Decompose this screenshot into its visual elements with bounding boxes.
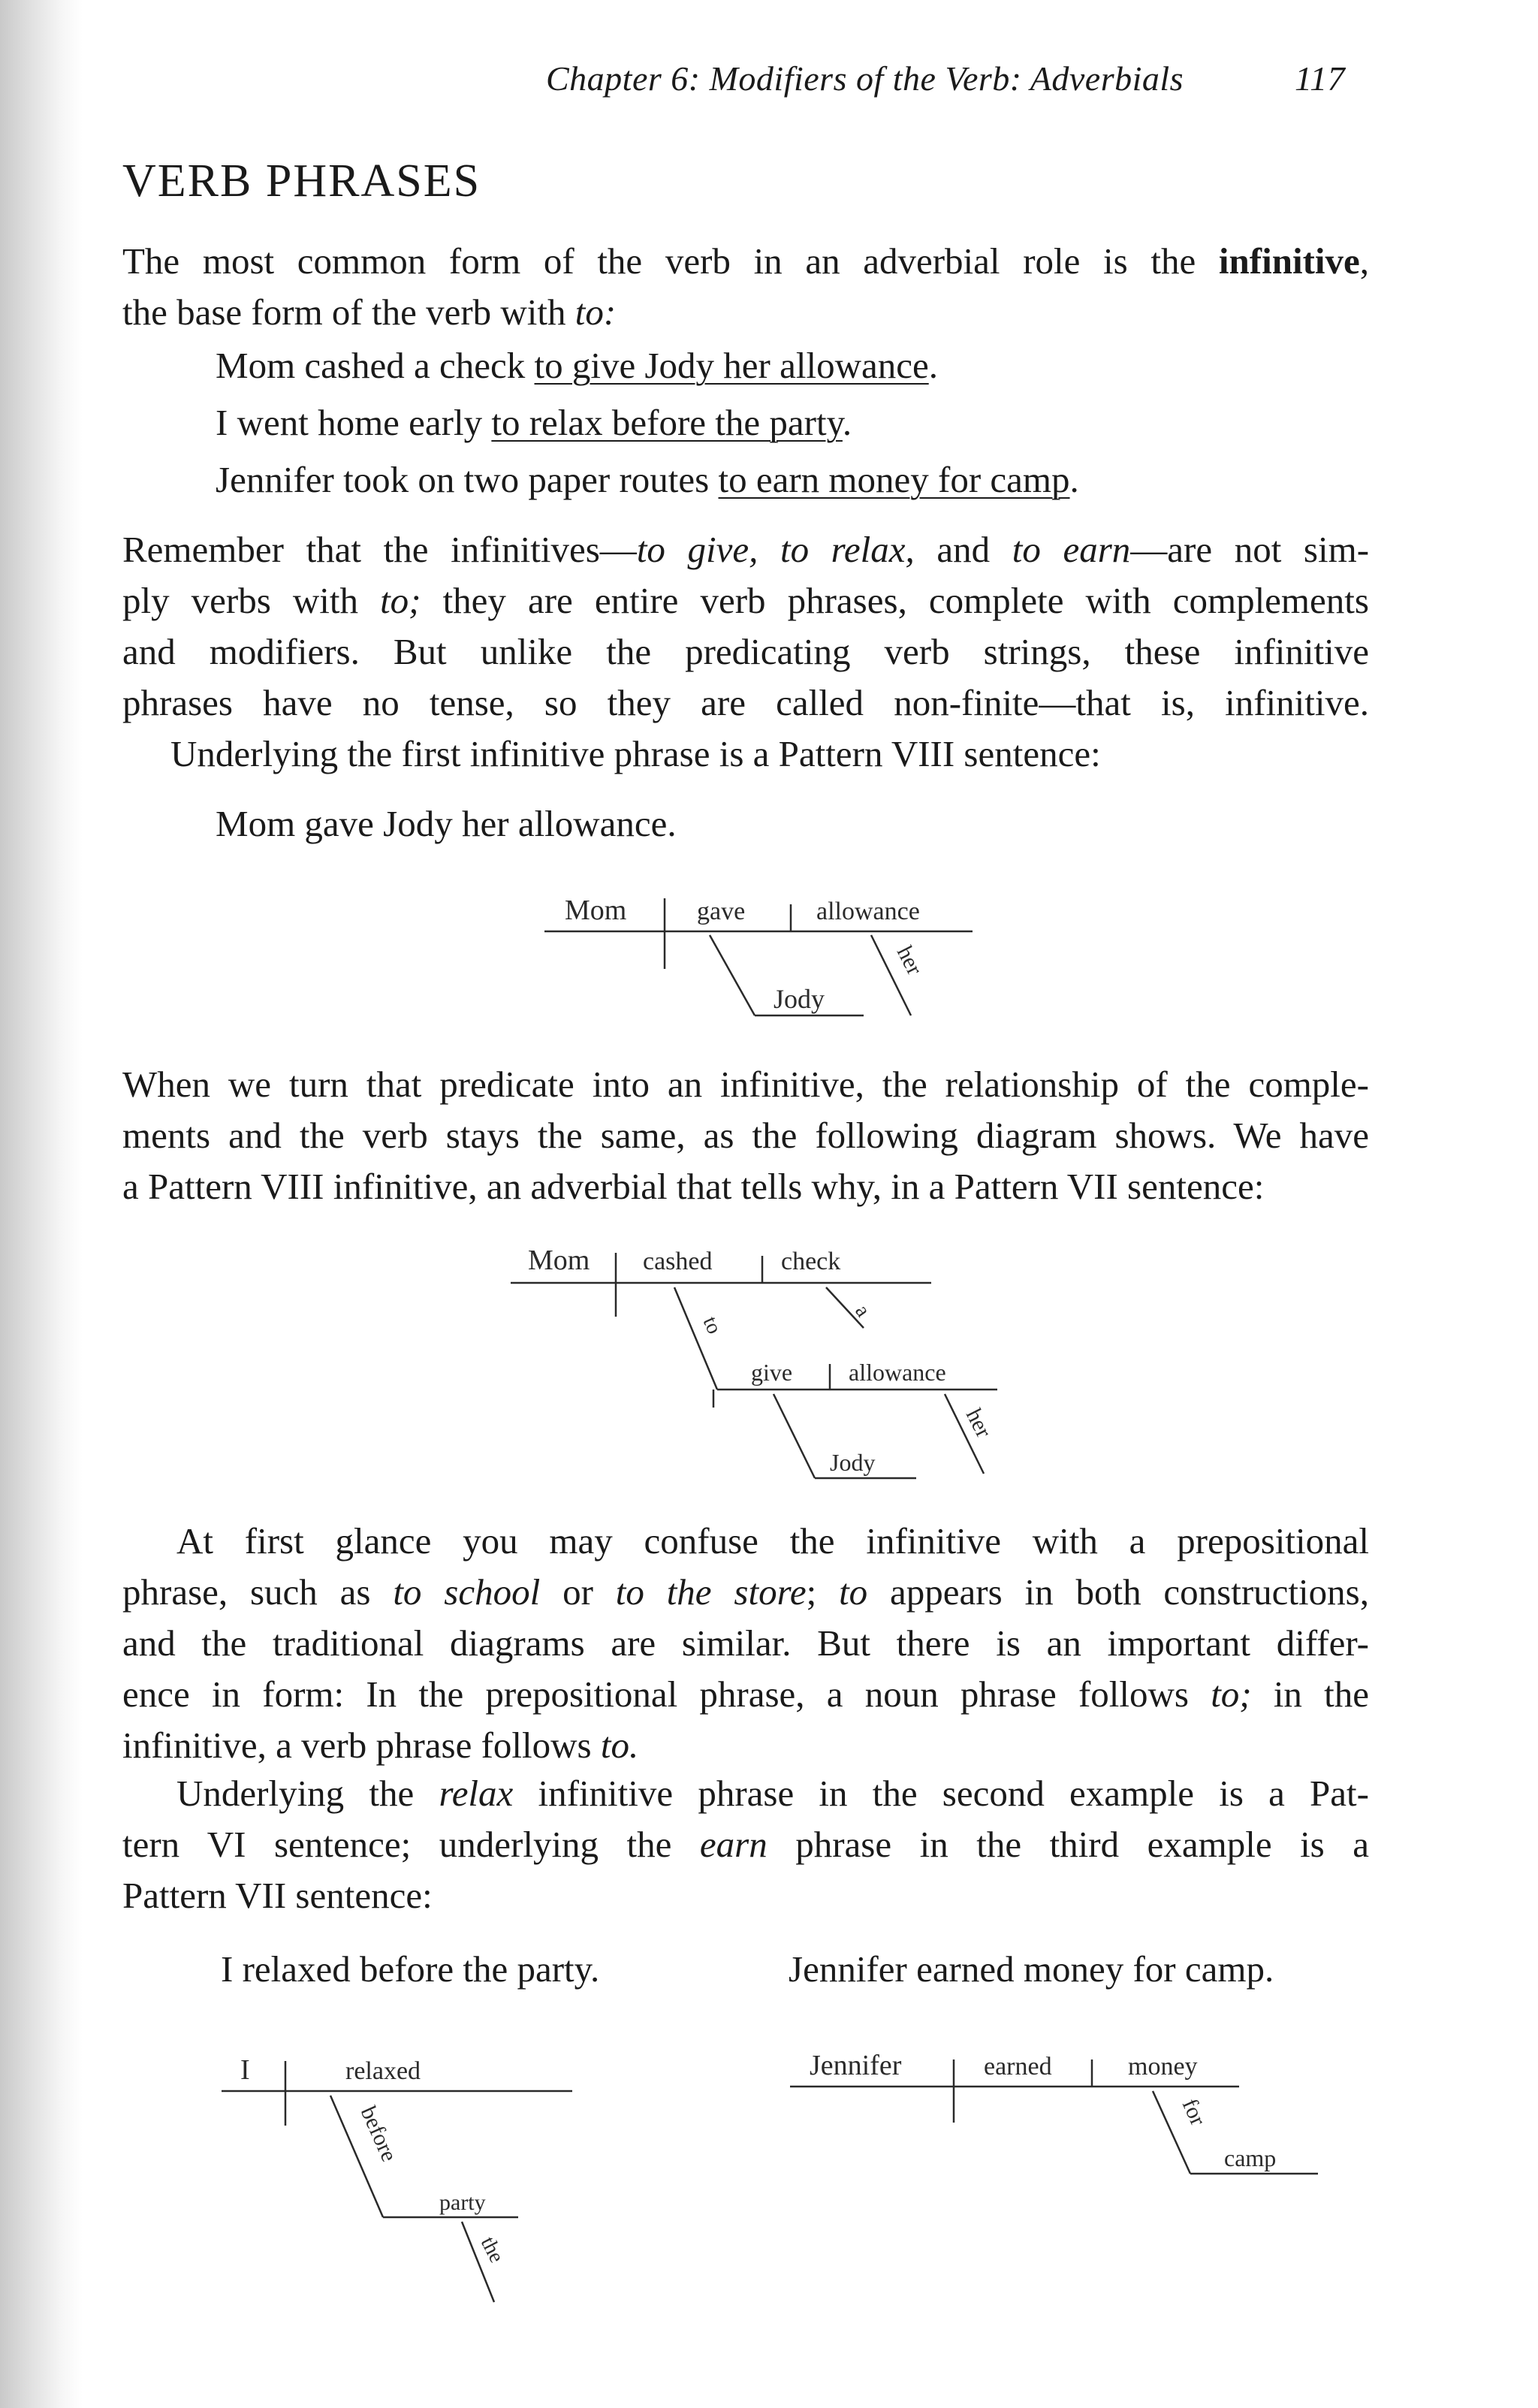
d2-direct-object: check bbox=[781, 1248, 841, 1275]
sentence-jennifer-earned: Jennifer earned money for camp. bbox=[789, 1948, 1274, 1990]
d2-subject: Mom bbox=[528, 1245, 590, 1276]
d2-article: a bbox=[850, 1300, 875, 1322]
sentence-mom-gave: Mom gave Jody her allowance. bbox=[216, 803, 677, 844]
d2-inf-indirect: Jody bbox=[830, 1449, 876, 1476]
inf-io-slant bbox=[774, 1394, 815, 1478]
d1-verb: gave bbox=[697, 898, 746, 925]
d3-preposition: before bbox=[355, 2102, 402, 2165]
d4-direct-object: money bbox=[1128, 2053, 1198, 2081]
infinitive-slant bbox=[674, 1287, 717, 1390]
io-slant bbox=[710, 935, 755, 1015]
d1-direct-object: allowance bbox=[816, 898, 920, 925]
d2-inf-modifier: her bbox=[960, 1405, 997, 1442]
d1-modifier: her bbox=[891, 942, 927, 979]
d3-article: the bbox=[475, 2233, 508, 2267]
d4-verb: earned bbox=[984, 2053, 1052, 2081]
intro-paragraph bbox=[122, 236, 1369, 338]
d2-marker: to bbox=[698, 1313, 726, 1338]
d3-verb: relaxed bbox=[345, 2057, 421, 2085]
d3-subject: I bbox=[240, 2054, 250, 2086]
diagram-jennifer-earned bbox=[781, 2028, 1322, 2223]
page-number: 117 bbox=[1295, 59, 1346, 98]
diagram-mom-cashed bbox=[496, 1223, 1036, 1493]
d4-preposition: for bbox=[1177, 2095, 1211, 2129]
diagram-i-relaxed bbox=[218, 2028, 578, 2313]
d1-subject: Mom bbox=[565, 895, 627, 926]
intro-line-2: the base form of the verb with to: bbox=[122, 291, 617, 333]
glance-paragraph: At first glance you may confuse the infinitive with a prepositional phrase, such as to school or to the store; to appears in both constructions, and the traditional diagrams are similar. But there is an important differ- ence in form: In the prepositional phrase, a noun phrase follows to; in the infinitive, a verb phrase follows to. bbox=[122, 1520, 1369, 1766]
d4-subject: Jennifer bbox=[810, 2050, 902, 2081]
running-head-chapter: Chapter 6: Modifiers of the Verb: Adverbials bbox=[546, 59, 1184, 98]
example-3-infinitive: to earn money for camp bbox=[718, 459, 1070, 500]
binding-shadow bbox=[0, 0, 83, 2408]
intro-line-1: The most common form of the verb in an adverbial role is the infinitive, bbox=[122, 240, 1369, 282]
turn-paragraph: When we turn that predicate into an infinitive, the relationship of the comple- ments and the verb stays the same, as the following diagram shows. We have a Pattern VIII infinitive, an adverbial that tells why, in a Pattern VII sentence: bbox=[122, 1064, 1369, 1207]
example-2: I went home early to relax before the party. bbox=[216, 402, 852, 443]
d2-inf-verb: give bbox=[751, 1359, 793, 1386]
d4-object: camp bbox=[1224, 2144, 1277, 2171]
example-1: Mom cashed a check to give Jody her allowance. bbox=[216, 345, 938, 386]
term-infinitive: infinitive bbox=[1218, 240, 1360, 282]
d2-inf-object: allowance bbox=[849, 1359, 946, 1386]
example-2-infinitive: to relax before the party bbox=[491, 402, 843, 443]
underlying-paragraph: Underlying the relax infinitive phrase in the second example is a Pat- tern VI sentence; underlying the earn phrase in the third example is a Pattern VII sentence: bbox=[122, 1773, 1369, 1916]
diagram-mom-gave bbox=[526, 879, 1006, 1052]
d2-verb: cashed bbox=[643, 1248, 713, 1275]
remember-paragraph: Remember that the infinitives—to give, to relax, and to earn—are not sim- ply verbs with to; they are entire verb phrases, complete with complements and modifiers. But unlike the predicating verb strings, these infinitive phrases have no tense, so they are called non-finite—that is, infinitive. Underlying the first infinitive phrase is a Pattern VIII sentence: bbox=[122, 529, 1370, 774]
d3-object: party bbox=[439, 2190, 486, 2215]
sentence-i-relaxed: I relaxed before the party. bbox=[221, 1948, 600, 1990]
d1-indirect-object: Jody bbox=[774, 984, 825, 1014]
example-1-infinitive: to give Jody her allowance bbox=[534, 345, 929, 386]
example-3: Jennifer took on two paper routes to earn money for camp. bbox=[216, 459, 1079, 500]
section-heading: VERB PHRASES bbox=[122, 155, 481, 207]
